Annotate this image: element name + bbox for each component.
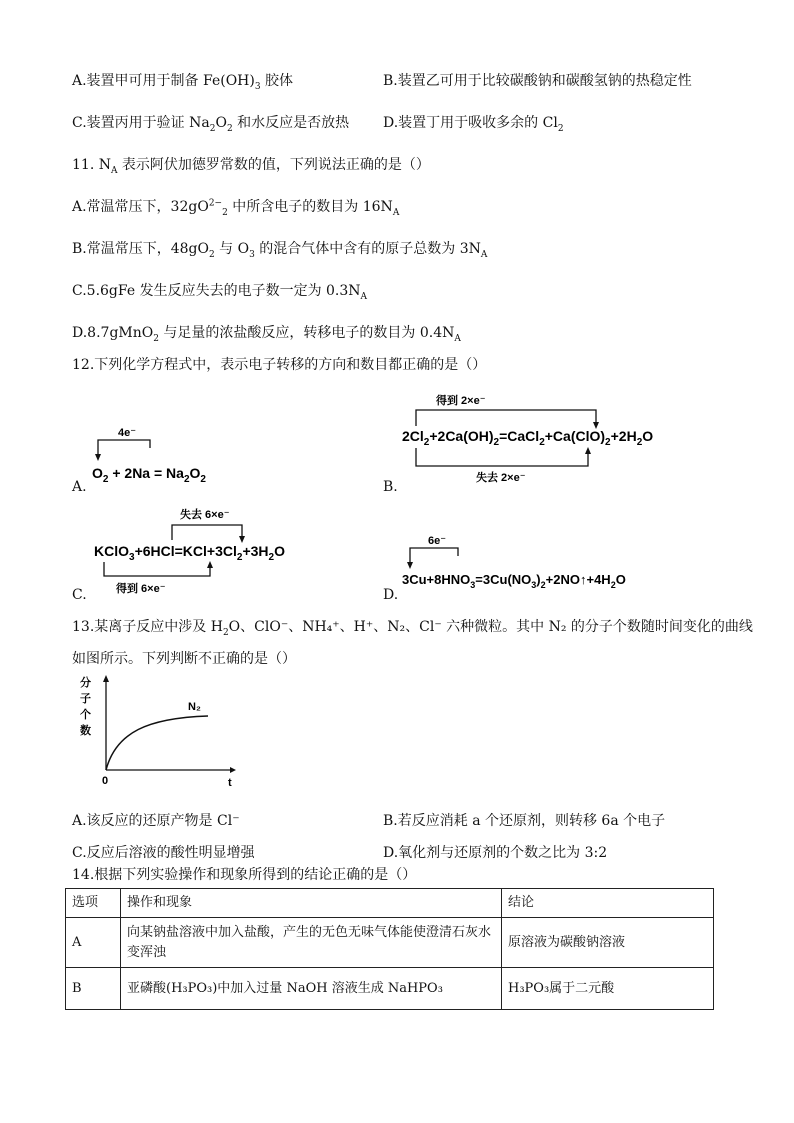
row-a-conclusion: 原溶液为碳酸钠溶液: [502, 918, 714, 968]
q12-b-bottom-label: 失去 2×e⁻: [476, 472, 526, 484]
q13-option-b: B.若反应消耗 a 个还原剂，则转移 6a 个电子: [383, 813, 666, 829]
q12-equation-b: [396, 388, 686, 488]
q10-option-c: C.装置丙用于验证 $Na_2O_2$ 和水反应是否放热: [72, 115, 350, 134]
q12-equation-c: [92, 500, 312, 600]
q11-option-b: B.常温常压下，$48gO_2$ 与 $O_3$ 的混合气体中含有的原子总数为 $3N_A$: [72, 241, 488, 260]
q10-option-d: D.装置丁用于吸收多余的 $Cl_2$: [383, 115, 564, 134]
q12-equation-d: [398, 528, 668, 598]
row-b-operation: 亚磷酸(H₃PO₃)中加入过量 NaOH 溶液生成 NaHPO₃: [121, 968, 502, 1010]
q10-option-a: A.装置甲可用于制备 $Fe(OH)_3$ 胶体: [72, 73, 294, 92]
arrow-head-a: [95, 454, 101, 461]
q12-c-bottom-label: 得到 6×e⁻: [116, 583, 166, 595]
q12-option-a-letter: A.: [72, 479, 87, 495]
q12-c-formula: $KClO_3+6HCl=KCl+3Cl_2+3H_2O$: [94, 543, 285, 563]
q12-a-electron-label: 4e⁻: [118, 427, 137, 439]
graph-ylabel-4: 数: [80, 725, 91, 737]
q13-option-d: D.氧化剂与还原剂的个数之比为 3:2: [383, 845, 608, 861]
row-a-operation: 向某钠盐溶液中加入盐酸，产生的无色无味气体能使澄清石灰水变浑浊: [121, 918, 502, 968]
graph-ylabel-1: 分: [80, 677, 91, 689]
header-operation: 操作和现象: [121, 889, 502, 918]
q12-option-b-letter: B.: [383, 479, 398, 495]
graph-origin: 0: [102, 775, 109, 787]
electron-arrow-a: [98, 440, 150, 458]
row-b-conclusion: H₃PO₃属于二元酸: [502, 968, 714, 1010]
q13-stem-line1: 13.某离子反应中涉及 $H_2O$、ClO⁻、NH₄⁺、H⁺、N₂、Cl⁻ 六种微粒。其中 N₂ 的分子个数随时间变化的曲线: [72, 619, 753, 638]
q13-stem-line2: 如图所示。下列判断不正确的是（）: [72, 651, 296, 667]
table-header-row: [66, 889, 714, 918]
q12-a-formula: $O_2 + 2Na = Na_2O_2$: [92, 465, 206, 485]
graph-x-label: t: [228, 777, 232, 789]
q12-option-d-letter: D.: [383, 587, 399, 603]
q11-option-a: A.常温常压下，$32gO^{2-}_2$ 中所含电子的数目为 $16N_A$: [72, 198, 400, 218]
q13-graph: [68, 672, 238, 792]
q13-option-a: A.该反应的还原产物是 Cl⁻: [72, 813, 240, 829]
row-b-option: B: [66, 968, 121, 1010]
graph-ylabel-3: 个: [80, 709, 91, 721]
row-a-option: A: [66, 918, 121, 968]
q11-option-c: C.5.6gFe 发生反应失去的电子数一定为 $0.3N_A$: [72, 283, 368, 302]
q11-option-d: D.8.7gMnO$_2$ 与足量的浓盐酸反应，转移电子的数目为 $0.4N_A$: [72, 325, 461, 344]
graph-n2-curve: [106, 716, 208, 770]
q12-b-formula: $2Cl_2+2Ca(OH)_2=CaCl_2+Ca(ClO)_2+2H_2O$: [402, 428, 654, 448]
header-conclusion: 结论: [502, 889, 714, 918]
table-row: [66, 968, 714, 1010]
q10-option-b: B.装置乙可用于比较碳酸钠和碳酸氢钠的热稳定性: [383, 73, 692, 89]
q14-stem: 14.根据下列实验操作和现象所得到的结论正确的是（）: [72, 867, 417, 883]
q12-b-top-label: 得到 2×e⁻: [436, 395, 486, 407]
q12-c-top-label: 失去 6×e⁻: [180, 509, 230, 521]
graph-curve-label: N₂: [188, 701, 201, 713]
table-row: [66, 918, 714, 968]
q14-table: [65, 888, 714, 1010]
header-option: 选项: [66, 889, 121, 918]
q11-stem: 11. $N_A$ 表示阿伏加德罗常数的值，下列说法正确的是（）: [72, 157, 430, 176]
q12-d-electron-label: 6e⁻: [428, 535, 447, 547]
q12-stem: 12.下列化学方程式中，表示电子转移的方向和数目都正确的是（）: [72, 357, 487, 373]
graph-ylabel-2: 子: [80, 693, 91, 705]
q12-d-formula: $3Cu+8HNO_3=3Cu(NO_3)_2+2NO↑+4H_2O$: [402, 572, 626, 590]
q13-option-c: C.反应后溶液的酸性明显增强: [72, 845, 255, 861]
q12-option-c-letter: C.: [72, 587, 87, 603]
q12-equation-a: [88, 420, 228, 490]
